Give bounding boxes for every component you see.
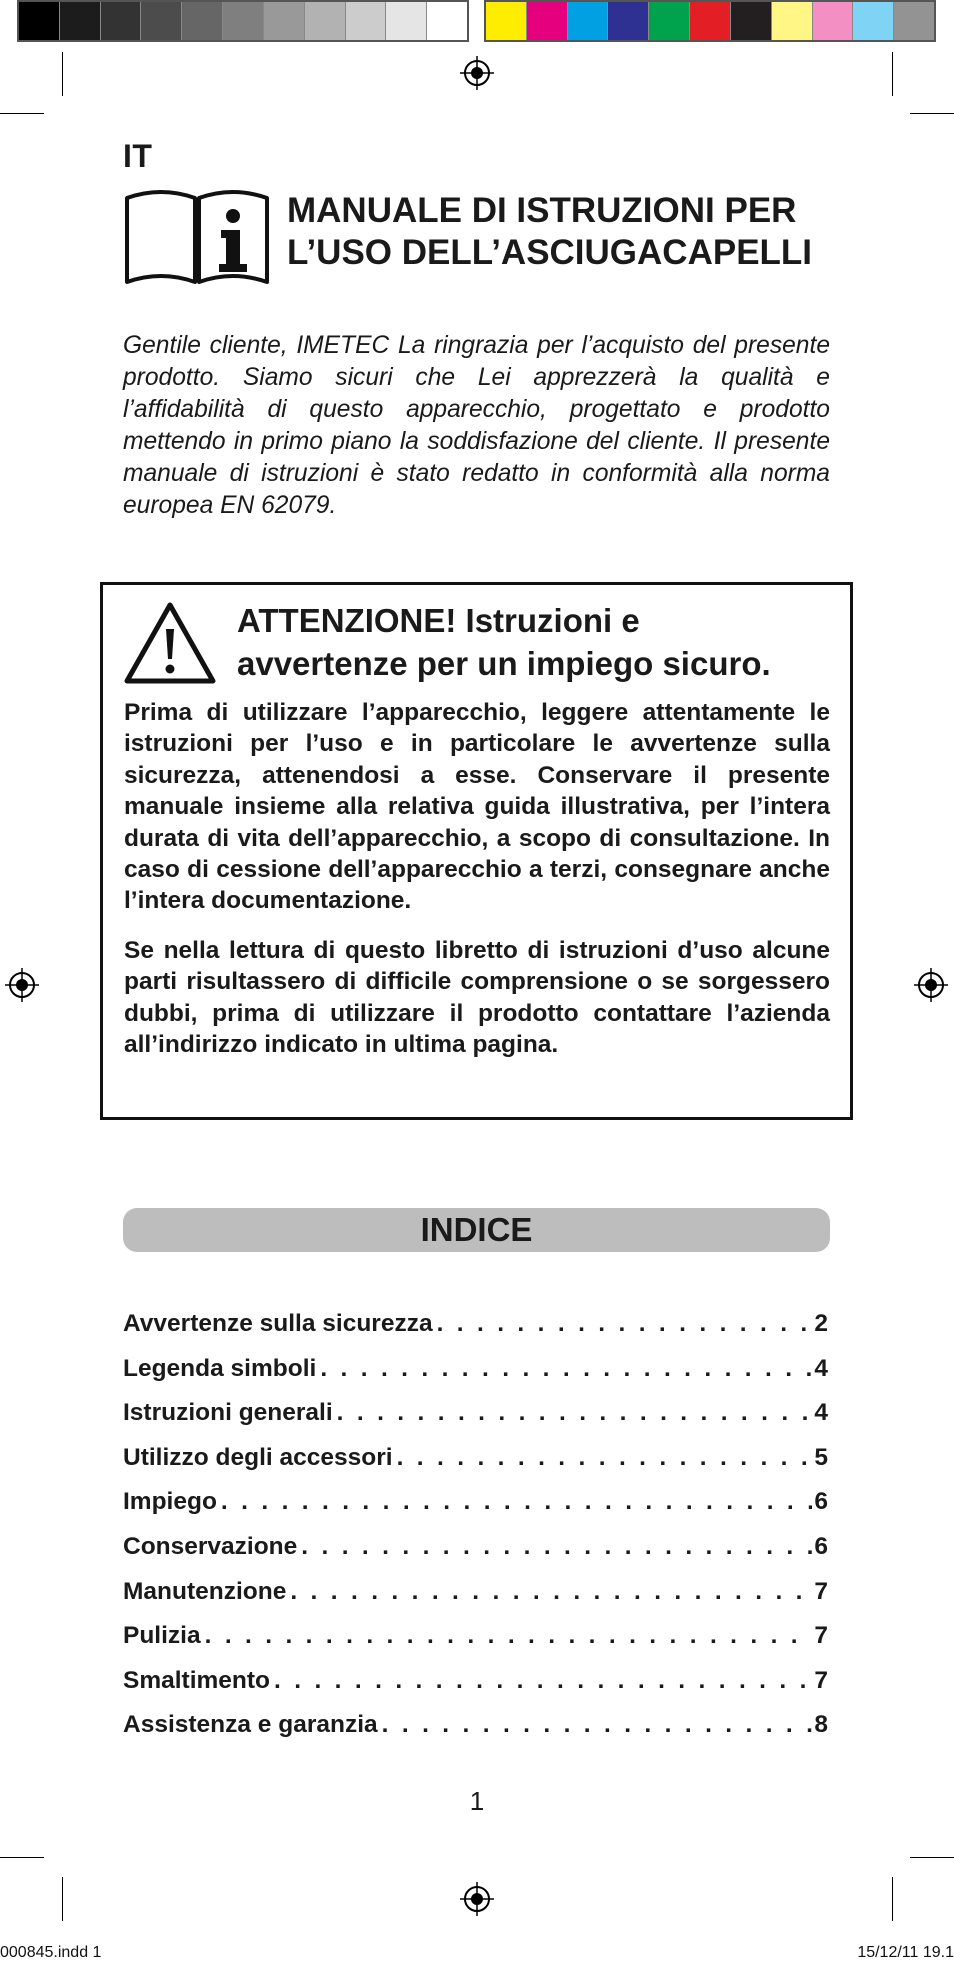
gray-swatch xyxy=(346,2,387,40)
color-swatch xyxy=(486,2,527,40)
color-swatch xyxy=(813,2,854,40)
color-swatch xyxy=(894,2,934,40)
table-of-contents xyxy=(123,1310,828,1756)
toc-leader-dots xyxy=(320,1355,812,1383)
gray-swatch xyxy=(19,2,60,40)
toc-entry-label: Utilizzo degli accessori xyxy=(123,1443,393,1471)
toc-entry-label: Istruzioni generali xyxy=(123,1399,333,1427)
crop-mark xyxy=(62,1877,63,1921)
toc-entry[interactable] xyxy=(123,1578,828,1623)
crop-mark xyxy=(910,1857,954,1858)
gray-swatch xyxy=(427,2,467,40)
toc-entry-label: Pulizia xyxy=(123,1622,201,1650)
manual-info-book-icon xyxy=(123,186,271,290)
toc-entry[interactable] xyxy=(123,1399,828,1444)
color-bar-grayscale xyxy=(17,0,469,42)
toc-entry-label: Impiego xyxy=(123,1488,217,1516)
color-swatch xyxy=(568,2,609,40)
gray-swatch xyxy=(141,2,182,40)
gray-swatch xyxy=(101,2,142,40)
toc-entry-page: 5 xyxy=(814,1443,828,1471)
gray-swatch xyxy=(182,2,223,40)
language-code: IT xyxy=(123,138,153,174)
index-heading: INDICE xyxy=(123,1208,830,1252)
toc-entry[interactable] xyxy=(123,1488,828,1533)
toc-entry[interactable] xyxy=(123,1711,828,1756)
toc-entry-page: 2 xyxy=(814,1310,828,1337)
color-swatch xyxy=(649,2,690,40)
toc-entry-page: 8 xyxy=(814,1711,828,1739)
toc-entry-label: Smaltimento xyxy=(123,1666,271,1694)
gray-swatch xyxy=(386,2,427,40)
toc-entry-label: Conservazione xyxy=(123,1532,298,1560)
crop-mark xyxy=(892,52,893,96)
warning-triangle-icon xyxy=(123,601,217,685)
toc-entry-page: 4 xyxy=(814,1399,828,1427)
color-swatch xyxy=(527,2,568,40)
toc-leader-dots xyxy=(382,1711,813,1739)
gray-swatch xyxy=(305,2,346,40)
warning-title xyxy=(237,599,837,685)
intro-paragraph: Gentile cliente, IMETEC La ringrazia per l’acquisto del presente prodotto. Siamo sicuri che Lei apprezzerà la qualità e l’affidabilità di questo apparecchio, progettato e prodotto mettendo in primo piano la soddisfazione del cliente. Il presente manuale di istruzioni è stato redatto in conformità alla norma europea EN 62079. xyxy=(123,332,830,519)
slug-date-time: 15/12/11 19.1 xyxy=(857,1944,954,1961)
toc-leader-dots xyxy=(437,1310,813,1338)
crop-mark xyxy=(62,52,63,96)
toc-leader-dots xyxy=(205,1622,813,1650)
toc-entry[interactable] xyxy=(123,1667,828,1712)
color-bar-process xyxy=(484,0,936,42)
warning-paragraph-1: Prima di utilizzare l’apparecchio, leggere attentamente le istruzioni per l’uso e in particolare le avvertenze sulla sicurezza, attenendosi a esse. Conservare il presente manuale insieme alla relativa guida illustrativa, per l’intera durata di vita dell’apparecchio, a scopo di consultazione. In caso di cessione dell’apparecchio a terzi, consegnare anche l’intera documentazione. xyxy=(124,699,830,915)
warning-box xyxy=(100,582,853,1120)
crop-mark xyxy=(892,1877,893,1921)
toc-leader-dots xyxy=(290,1578,812,1606)
gray-swatch xyxy=(264,2,305,40)
toc-entry-page: 7 xyxy=(814,1622,828,1650)
warning-title-line-2: avvertenze per un impiego sicuro. xyxy=(237,645,771,682)
toc-entry[interactable] xyxy=(123,1533,828,1578)
toc-leader-dots xyxy=(301,1533,812,1561)
toc-entry-page: 7 xyxy=(814,1577,828,1605)
color-swatch xyxy=(853,2,894,40)
toc-leader-dots xyxy=(337,1399,813,1427)
registration-mark-icon xyxy=(460,1882,494,1916)
toc-leader-dots xyxy=(274,1667,812,1695)
toc-entry-label: Legenda simboli xyxy=(123,1354,317,1382)
title-line-1: MANUALE DI ISTRUZIONI PER xyxy=(287,191,797,230)
color-swatch xyxy=(731,2,772,40)
toc-entry-page: 6 xyxy=(814,1532,828,1560)
toc-entry-page: 6 xyxy=(814,1488,828,1516)
toc-entry[interactable] xyxy=(123,1444,828,1489)
slug-file-name: 000845.indd 1 xyxy=(0,1944,102,1961)
manual-title xyxy=(287,190,847,274)
toc-entry-page: 4 xyxy=(814,1354,828,1382)
warning-paragraph-2: Se nella lettura di questo libretto di istruzioni d’uso alcune parti risultassero di difficile comprensione o se sorgessero dubbi, prima di utilizzare il prodotto contattare l’azienda all’indirizzo indicato in ultima pagina. xyxy=(124,937,830,1059)
toc-entry[interactable] xyxy=(123,1310,828,1355)
page-number: 1 xyxy=(469,1786,485,1816)
toc-entry[interactable] xyxy=(123,1622,828,1667)
toc-entry-label: Manutenzione xyxy=(123,1577,287,1605)
toc-leader-dots xyxy=(221,1488,812,1516)
registration-mark-icon xyxy=(914,968,948,1002)
gray-swatch xyxy=(60,2,101,40)
color-swatch xyxy=(772,2,813,40)
crop-mark xyxy=(910,113,954,114)
crop-mark xyxy=(0,113,44,114)
toc-entry-label: Avvertenze sulla sicurezza xyxy=(123,1310,433,1337)
title-line-2: L’USO DELL’ASCIUGACAPELLI xyxy=(287,233,813,272)
registration-mark-icon xyxy=(460,56,494,90)
toc-leader-dots xyxy=(397,1444,813,1472)
warning-title-line-1: ATTENZIONE! Istruzioni e xyxy=(237,602,640,639)
registration-mark-icon xyxy=(5,968,39,1002)
crop-mark xyxy=(0,1857,44,1858)
toc-entry[interactable] xyxy=(123,1355,828,1400)
toc-entry-page: 7 xyxy=(814,1666,828,1694)
gray-swatch xyxy=(223,2,264,40)
toc-entry-label: Assistenza e garanzia xyxy=(123,1711,378,1739)
color-swatch xyxy=(690,2,731,40)
color-swatch xyxy=(608,2,649,40)
